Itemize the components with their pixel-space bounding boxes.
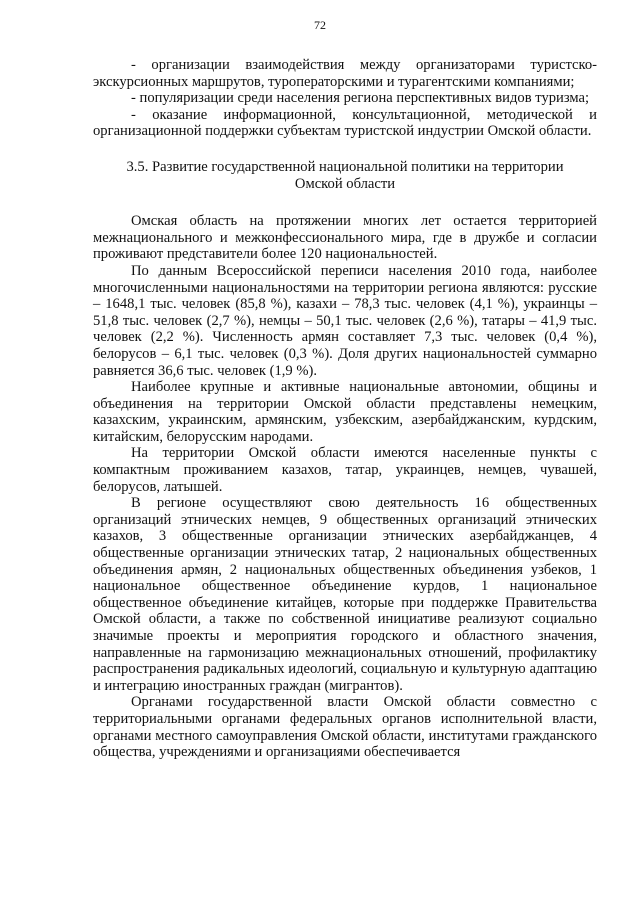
- section-heading: 3.5. Развитие государственной национальной политики на территории Омской области: [126, 158, 564, 192]
- list-item: - организации взаимодействия между организаторами туристско-экскурсионных маршрутов, туроператорскими и турагентскими компаниями;: [93, 57, 597, 90]
- paragraph: По данным Всероссийской переписи населения 2010 года, наиболее многочисленными национальностями на территории региона являются: русские – 1648,1 тыс. человек (85,8 %), казахи – 78,3 тыс. человек (4,1 %), украинцы – 51,8 тыс. человек (2,7 %), немцы – 50,1 тыс. человек (2,6 %), татары – 41,9 тыс. человек (2,2 %). Численность армян составляет 7,3 тыс. человек (0,4 %), белорусов – 6,1 тыс. человек (0,3 %). Доля других национальностей суммарно равняется 36,6 тыс. человек (1,9 %).: [93, 262, 597, 379]
- paragraph: На территории Омской области имеются населенные пункты с компактным проживанием казахов, татар, украинцев, немцев, чувашей, белорусов, латышей.: [93, 445, 597, 495]
- paragraph: Омская область на протяжении многих лет остается территорией межнационального и межконфессионального мира, где в дружбе и согласии проживают представители более 120 национальностей.: [93, 213, 597, 263]
- list-item: - оказание информационной, консультационной, методической и организационной поддержки субъектам туристской индустрии Омской области.: [93, 106, 597, 140]
- list-item: - популяризации среди населения региона перспективных видов туризма;: [131, 90, 590, 107]
- page-number: 72: [314, 18, 326, 32]
- paragraph: Органами государственной власти Омской области совместно с территориальными органами федеральных органов исполнительной власти, органами местного самоуправления Омской области, институтами гражданского общества, учреждениями и организациями обеспечивается: [93, 694, 597, 761]
- document-body: [93, 57, 597, 761]
- paragraph: В регионе осуществляют свою деятельность 16 общественных организаций этнических немцев, 9 общественных организаций этнических казахов, 3 общественные организации этнических азербайджанцев, 4 общественные организации этнических татар, 2 национальных общественных объединения армян, 2 национальных общественных объединения узбеков, 1 национальное общественное объединение курдов, 1 национальное общественное объединение китайцев, которые при поддержке Правительства Омской области, а также по собственной инициативе реализуют социально значимые проекты и мероприятия городского и областного значения, направленные на гармонизацию межнациональных отношений, профилактику распространения радикальных идеологий, социальную и культурную адаптацию и интеграцию иностранных граждан (мигрантов).: [93, 495, 597, 694]
- paragraph: Наиболее крупные и активные национальные автономии, общины и объединения на территории Омской области представлены немецким, казахским, украинским, армянским, узбекским, азербайджанским, курдским, китайским, белорусским народами.: [93, 379, 597, 445]
